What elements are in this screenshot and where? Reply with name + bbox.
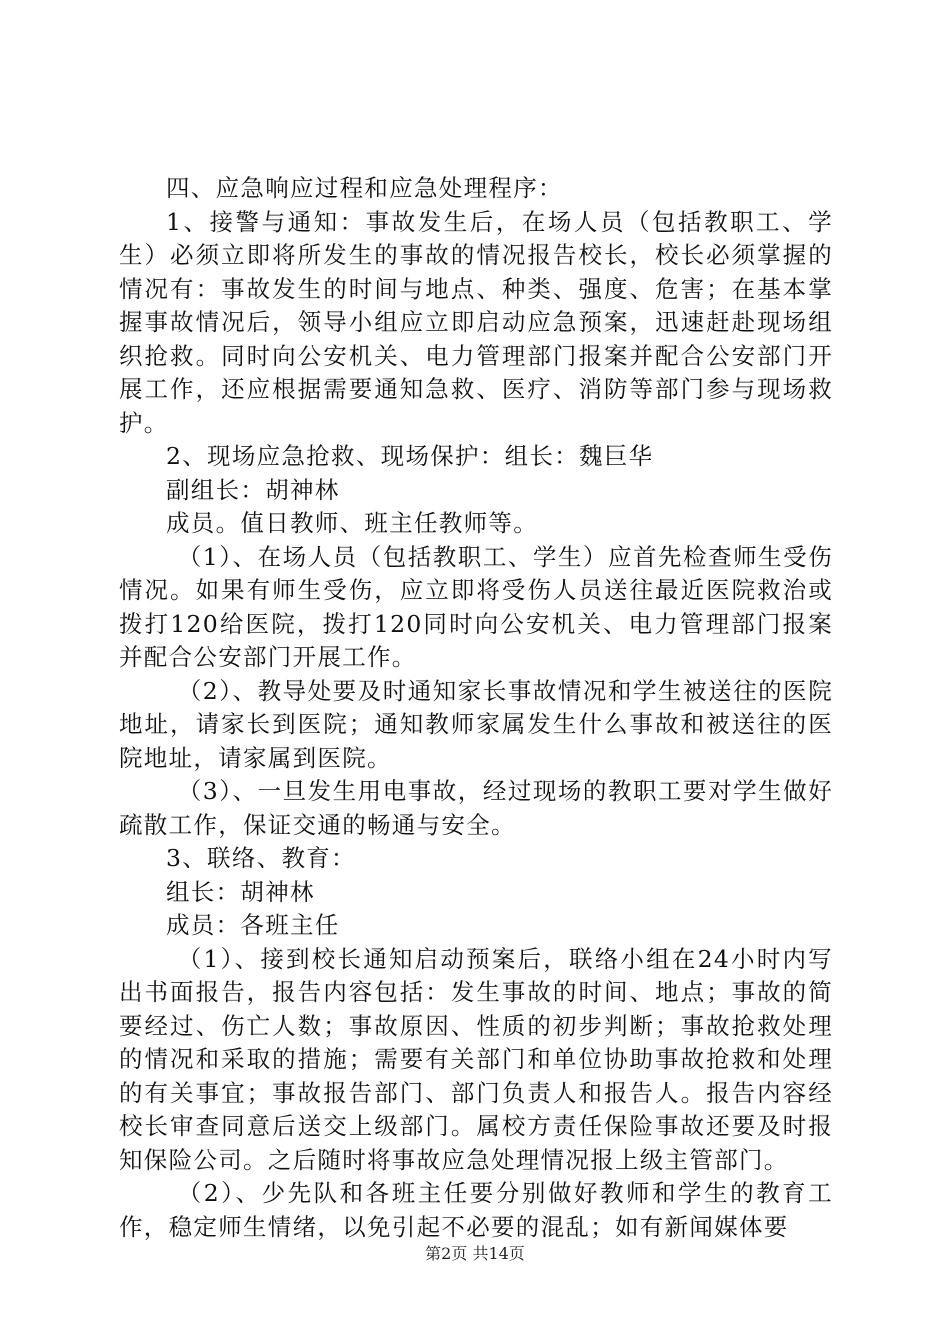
paragraph-liaison-members: 成员：各班主任 <box>166 911 340 939</box>
paragraph-liaison-leader: 组长：胡神林 <box>166 877 315 906</box>
page-number-footer: 第2页 共14页 <box>425 1244 525 1263</box>
paragraph-rescue-item-2: （2）、教导处要及时通知家长事故情况和学生被送往的医院地址，请家长到医院；通知教师家属发生什么事故和被送往的医院地址，请家属到医院。 <box>119 676 833 772</box>
paragraph-onsite-rescue-leader: 2、现场应急抢救、现场保护：组长：魏巨华 <box>166 442 654 470</box>
paragraph-rescue-item-3: （3）、一旦发生用电事故，经过现场的教职工要对学生做好疏散工作，保证交通的畅通与安全。 <box>119 777 833 839</box>
document-body <box>119 172 833 1244</box>
section-heading: 四、应急响应过程和应急处理程序： <box>166 174 563 202</box>
paragraph-rescue-item-1: （1）、在场人员（包括教职工、学生）应首先检查师生受伤情况。如果有师生受伤，应立即将受伤人员送往最近医院救治或拨打120给医院，拨打120同时向公安机关、电力管理部门报案并配合公安部门开展工作。 <box>119 542 833 671</box>
paragraph-liaison-heading: 3、联络、教育： <box>166 844 356 872</box>
paragraph-alarm-notification: 1、接警与通知：事故发生后，在场人员（包括教职工、学生）必须立即将所发生的事故的情况报告校长，校长必须掌握的情况有：事故发生的时间与地点、种类、强度、危害；在基本掌握事故情况后，领导小组应立即启动应急预案，迅速赶赴现场组织抢救。同时向公安机关、电力管理部门报案并配合公安部门开展工作，还应根据需要通知急救、医疗、消防等部门参与现场救护。 <box>119 207 833 437</box>
paragraph-members: 成员。值日教师、班主任教师等。 <box>166 509 538 537</box>
paragraph-deputy-leader: 副组长：胡神林 <box>166 475 340 504</box>
paragraph-liaison-item-1: （1）、接到校长通知启动预案后，联络小组在24小时内写出书面报告，报告内容包括：发生事故的时间、地点；事故的简要经过、伤亡人数；事故原因、性质的初步判断；事故抢救处理的情况和采取的措施；需要有关部门和单位协助事故抢救和处理的有关事宜；事故报告部门、部门负责人和报告人。报告内容经校长审查同意后送交上级部门。属校方责任保险事故还要及时报知保险公司。之后随时将事故应急处理情况报上级主管部门。 <box>119 944 833 1174</box>
paragraph-liaison-item-2: （2）、少先队和各班主任要分别做好教师和学生的教育工作，稳定师生情绪，以免引起不必要的混乱；如有新闻媒体要 <box>119 1179 833 1241</box>
